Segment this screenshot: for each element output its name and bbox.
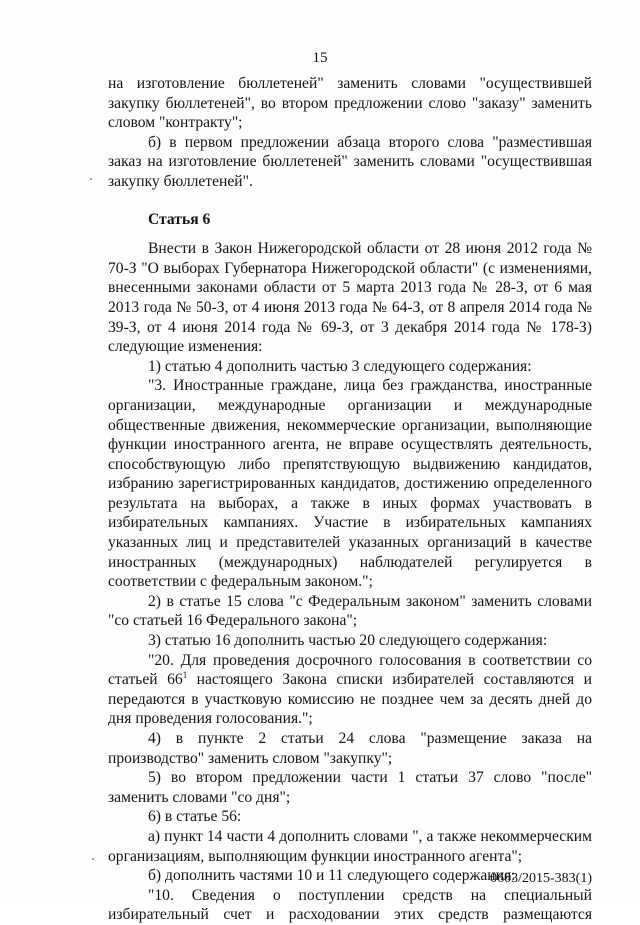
quote-text-end: настоящего Закона списки избирателей составляются и передаются в участковую комиссию не позднее чем за десять дней до дня проведения голосования."; bbox=[108, 671, 592, 728]
scan-speck bbox=[90, 178, 92, 180]
list-item-3: 3) статью 16 дополнить частью 20 следующего содержания: bbox=[148, 632, 548, 650]
article-heading: Статья 6 bbox=[148, 210, 211, 228]
list-item-1-quote: "3. Иностранные граждане, лица без гражданства, иностранные организации, международные организации и международные общественные движения, некоммерческие организации, выполняющие функции иностранного агента, не вправе осуществлять деятельность, способствующую либо препятствующую выдвижению кандидатов, избранию зарегистрированных кандидатов, достижению определенного результата на выборах, а также в иных формах участвовать в избирательных кампаниях. Участие в избирательных кампаниях указанных лиц и представителей указанных организаций в качестве иностранных (международных) наблюдателей регулируется в соответствии с федеральным законом."; bbox=[108, 377, 592, 591]
list-item-6b: б) дополнить частями 10 и 11 следующего содержания: bbox=[148, 867, 516, 885]
document-body bbox=[108, 74, 592, 925]
document-code: 0603/2015-383(1) bbox=[490, 871, 592, 886]
superscript: 1 bbox=[182, 670, 188, 681]
list-item-3-quote bbox=[108, 651, 592, 729]
list-item-2: 2) в статье 15 слова "с Федеральным законом" заменить словами "со статьей 16 Федерального закона"; bbox=[108, 592, 592, 630]
paragraph-continuation: на изготовление бюллетеней" заменить словами "осуществившей закупку бюллетеней", во втором предложении слово "заказу" заменить словом "контракту"; bbox=[108, 75, 592, 132]
list-item-6b-quote: "10. Сведения о поступлении средств на специальный избирательный счет и расходовании этих средств размещаются bbox=[108, 886, 592, 924]
article-intro: Внести в Закон Нижегородской области от 28 июня 2012 года № 70-З "О выборах Губернатора Нижегородской области" (с изменениями, внесенными законами области от 5 марта 2013 года № 28-З, от 6 мая 2013 года № 50-З, от 4 июня 2013 года № 64-З, от 8 апреля 2014 года № 39-З, от 4 июня 2014 года № 69-З, от 3 декабря 2014 года № 178-З) следующие изменения: bbox=[108, 240, 592, 356]
quote-text-start: "20. Для проведения досрочного голосования в соответствии со статьей 66 bbox=[108, 651, 592, 689]
list-item-6a: а) пункт 14 части 4 дополнить словами ", а также некоммерческим организациям, выполняющим функции иностранного агента"; bbox=[108, 827, 592, 865]
list-item-5: 5) во втором предложении части 1 статьи 37 слово "после" заменить словами "со дня"; bbox=[108, 769, 592, 806]
page-number: 15 bbox=[312, 50, 328, 66]
list-item-6: 6) в статье 56: bbox=[148, 808, 242, 826]
paragraph-b: б) в первом предложении абзаца второго слова "разместившая заказ на изготовление бюллетеней" заменить словами "осуществившая закупку бюллетеней". bbox=[108, 133, 592, 190]
list-item-1: 1) статью 4 дополнить частью 3 следующего содержания: bbox=[148, 357, 532, 375]
list-item-4: 4) в пункте 2 статьи 24 слова "размещение заказа на производство" заменить словом "закупку"; bbox=[108, 730, 592, 767]
scan-speck bbox=[92, 858, 94, 860]
